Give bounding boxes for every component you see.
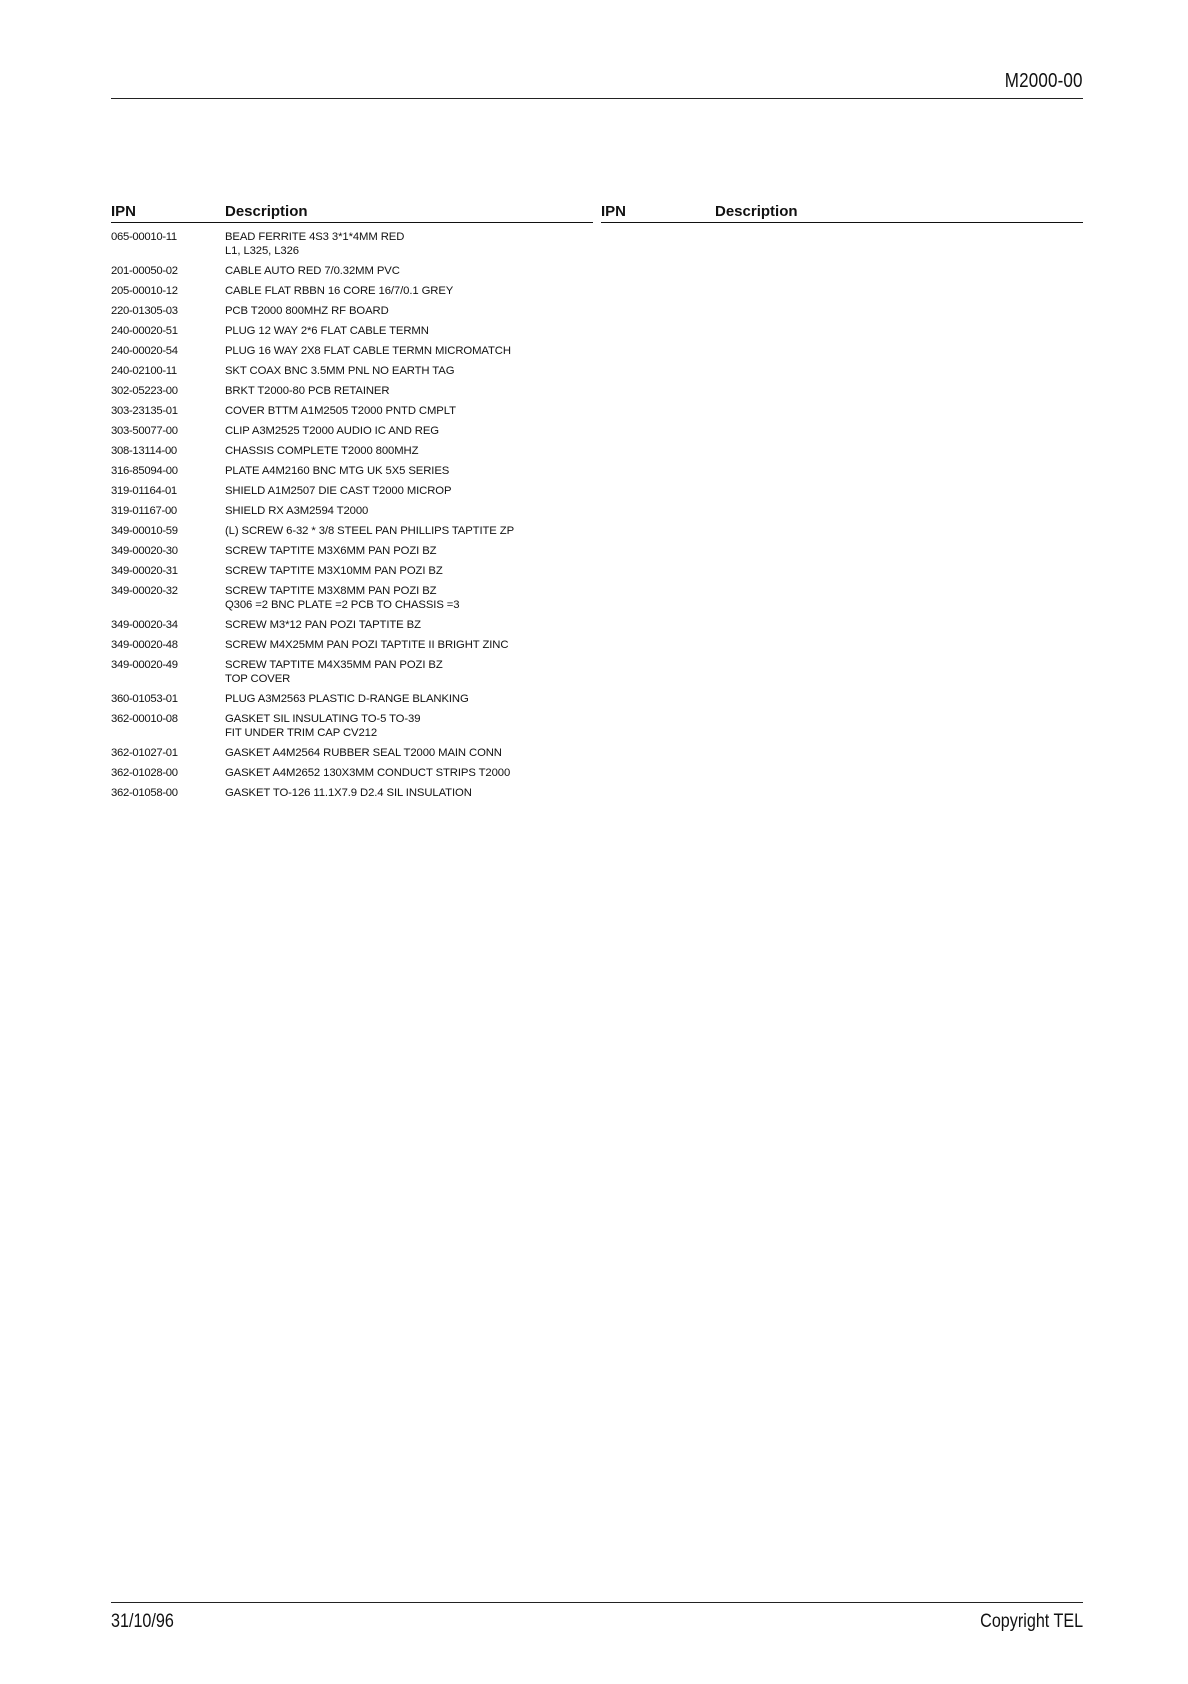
description-line: (L) SCREW 6-32 * 3/8 STEEL PAN PHILLIPS TAPTITE ZP [225,525,515,537]
table-row [111,584,593,612]
ipn-cell: 302-05223-00 [111,385,178,397]
table-row [111,304,593,318]
description-cell [225,284,593,298]
description-cell [225,324,593,338]
description-cell [225,264,593,278]
page-footer [111,1602,1083,1632]
ipn-cell: 349-00020-49 [111,659,178,671]
description-line: PLUG A3M2563 PLASTIC D-RANGE BLANKING [225,693,469,705]
ipn-cell: 349-00020-48 [111,639,178,651]
table-row [111,524,593,538]
description-cell [225,444,593,458]
footer-date: 31/10/96 [111,1611,174,1632]
table-row [111,384,593,398]
description-cell [225,544,593,558]
ipn-cell: 308-13114-00 [111,445,177,457]
table-row [111,364,593,378]
ipn-cell: 240-00020-54 [111,345,178,357]
table-row [111,712,593,740]
table-row [111,230,593,258]
ipn-column-header: IPN [601,203,627,220]
table-row [111,746,593,760]
description-cell [225,304,593,318]
description-cell [225,564,593,578]
description-line: GASKET A4M2652 130X3MM CONDUCT STRIPS T2000 [225,767,511,779]
page-header [111,68,1083,99]
description-line: SCREW TAPTITE M4X35MM PAN POZI BZ [225,659,443,671]
description-line: PLATE A4M2160 BNC MTG UK 5X5 SERIES [225,465,450,477]
description-cell [225,504,593,518]
description-line: PLUG 16 WAY 2X8 FLAT CABLE TERMN MICROMATCH [225,345,511,357]
parts-list-left [111,203,593,806]
table-header-right [601,203,1083,223]
ipn-cell: 319-01164-01 [111,485,177,497]
description-line: L1, L325, L326 [225,245,299,257]
ipn-cell: 065-00010-11 [111,231,177,243]
description-line: CABLE AUTO RED 7/0.32MM PVC [225,265,400,277]
description-cell [225,484,593,498]
description-line: BRKT T2000-80 PCB RETAINER [225,385,390,397]
parts-rows [111,230,593,800]
ipn-cell: 360-01053-01 [111,693,178,705]
description-line: CABLE FLAT RBBN 16 CORE 16/7/0.1 GREY [225,285,454,297]
description-line: PCB T2000 800MHZ RF BOARD [225,305,389,317]
description-cell [225,692,593,706]
footer-copyright: Copyright TEL [980,1611,1083,1632]
table-row [111,344,593,358]
description-line: SCREW TAPTITE M3X6MM PAN POZI BZ [225,545,437,557]
description-cell [225,786,593,800]
description-cell [225,384,593,398]
description-line: GASKET SIL INSULATING TO-5 TO-39 [225,713,421,725]
table-row [111,786,593,800]
ipn-cell: 349-00020-31 [111,565,178,577]
ipn-cell: 303-50077-00 [111,425,178,437]
table-row [111,264,593,278]
description-line: SKT COAX BNC 3.5MM PNL NO EARTH TAG [225,365,455,377]
table-row [111,424,593,438]
description-line: SCREW M3*12 PAN POZI TAPTITE BZ [225,619,421,631]
table-header-left [111,203,593,223]
table-row [111,324,593,338]
ipn-cell: 319-01167-00 [111,505,177,517]
table-row [111,544,593,558]
table-row [111,464,593,478]
description-line: BEAD FERRITE 4S3 3*1*4MM RED [225,231,405,243]
description-cell [225,712,593,740]
description-cell [225,766,593,780]
ipn-cell: 349-00010-59 [111,525,178,537]
table-row [111,638,593,652]
ipn-cell: 349-00020-32 [111,585,178,597]
description-line: SCREW TAPTITE M3X8MM PAN POZI BZ [225,585,437,597]
table-row [111,618,593,632]
table-row [111,284,593,298]
description-cell [225,364,593,378]
ipn-cell: 362-01058-00 [111,787,178,799]
description-column-header: Description [715,203,798,220]
description-line: CHASSIS COMPLETE T2000 800MHZ [225,445,419,457]
ipn-cell: 316-85094-00 [111,465,178,477]
table-row [111,564,593,578]
description-cell [225,746,593,760]
table-row [111,658,593,686]
ipn-cell: 240-00020-51 [111,325,178,337]
description-line: PLUG 12 WAY 2*6 FLAT CABLE TERMN [225,325,429,337]
description-cell [225,658,593,686]
description-line: SCREW M4X25MM PAN POZI TAPTITE II BRIGHT ZINC [225,639,509,651]
description-line: FIT UNDER TRIM CAP CV212 [225,727,378,739]
ipn-cell: 349-00020-30 [111,545,178,557]
table-row [111,766,593,780]
ipn-column-header: IPN [111,203,137,220]
ipn-cell: 349-00020-34 [111,619,178,631]
description-line: TOP COVER [225,673,291,685]
table-row [111,692,593,706]
description-cell [225,230,593,258]
description-line: CLIP A3M2525 T2000 AUDIO IC AND REG [225,425,439,437]
ipn-cell: 201-00050-02 [111,265,178,277]
parts-list-right [601,203,1083,223]
description-line: SCREW TAPTITE M3X10MM PAN POZI BZ [225,565,443,577]
description-line: SHIELD RX A3M2594 T2000 [225,505,369,517]
description-cell [225,464,593,478]
ipn-cell: 362-00010-08 [111,713,178,725]
description-cell [225,638,593,652]
description-cell [225,404,593,418]
ipn-cell: 362-01027-01 [111,747,178,759]
description-line: COVER BTTM A1M2505 T2000 PNTD CMPLT [225,405,456,417]
document-number: M2000-00 [1005,70,1083,92]
table-row [111,504,593,518]
description-line: GASKET A4M2564 RUBBER SEAL T2000 MAIN CONN [225,747,502,759]
description-cell [225,424,593,438]
description-cell [225,344,593,358]
description-column-header: Description [225,203,308,220]
table-row [111,404,593,418]
description-line: GASKET TO-126 11.1X7.9 D2.4 SIL INSULATION [225,787,472,799]
ipn-cell: 240-02100-11 [111,365,177,377]
description-line: Q306 =2 BNC PLATE =2 PCB TO CHASSIS =3 [225,599,460,611]
ipn-cell: 303-23135-01 [111,405,178,417]
description-cell [225,524,593,538]
ipn-cell: 220-01305-03 [111,305,178,317]
description-line: SHIELD A1M2507 DIE CAST T2000 MICROP [225,485,452,497]
table-row [111,484,593,498]
description-cell [225,584,593,612]
description-cell [225,618,593,632]
ipn-cell: 362-01028-00 [111,767,178,779]
ipn-cell: 205-00010-12 [111,285,178,297]
table-row [111,444,593,458]
